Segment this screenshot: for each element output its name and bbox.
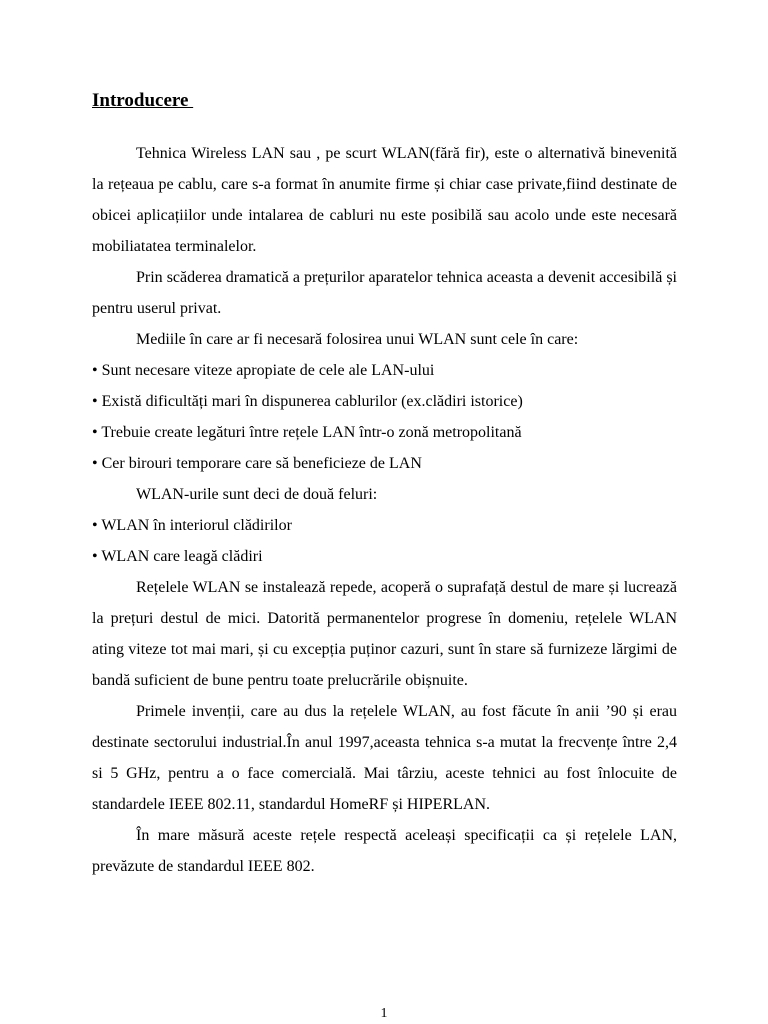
list-item: • WLAN care leagă clădiri [92, 548, 263, 565]
list-item: • WLAN în interiorul clădirilor [92, 517, 292, 534]
list-item: • Trebuie create legături între rețele LAN într-o zonă metropolitană [92, 424, 522, 441]
paragraph-standards: În mare măsură aceste rețele respectă aceleași specificații ca și rețelele LAN, prevăzute de standardul IEEE 802. [92, 827, 677, 875]
list-item: • Cer birouri temporare care să beneficieze de LAN [92, 455, 422, 472]
paragraph-types: WLAN-urile sunt deci de două feluri: [136, 486, 378, 503]
paragraph-intro: Tehnica Wireless LAN sau , pe scurt WLAN(fără fir), este o alternativă binevenită la rețeaua pe cablu, care s-a format în anumite firme și chiar case private,fiind destinate de obicei aplicațiilor unde intalarea de cabluri nu este posibilă sau acolo unde este necesară mobiliatatea terminalelor. [92, 145, 677, 255]
paragraph-installation: Rețelele WLAN se instalează repede, acoperă o suprafață destul de mare și lucrează la prețuri destul de mici. Datorită permanentelor progrese în domeniu, rețelele WLAN ating viteze tot mai mari, și cu excepția puținor cazuri, sunt în stare să furnizeze lărgimi de bandă suficient de bune pentru toate prelucrările obișnuite. [92, 579, 677, 689]
paragraph-environments: Mediile în care ar fi necesară folosirea unui WLAN sunt cele în care: [136, 331, 579, 348]
section-heading: Introducere [92, 90, 194, 111]
paragraph-history: Primele invenții, care au dus la rețelele WLAN, au fost făcute în anii ’90 și erau destinate sectorului industrial.În anul 1997,aceasta tehnica s-a mutat la frecvențe între 2,4 si 5 GHz, pentru a o face comercială. Mai târziu, aceste tehnici au fost înlocuite de standardele IEEE 802.11, standardul HomeRF și HIPERLAN. [92, 703, 677, 813]
list-item: • Există dificultăți mari în dispunerea cablurilor (ex.clădiri istorice) [92, 393, 523, 410]
paragraph-prices: Prin scăderea dramatică a prețurilor aparatelor tehnica aceasta a devenit accesibilă și pentru userul privat. [92, 269, 677, 317]
page-number: 1 [380, 1006, 388, 1021]
list-item: • Sunt necesare viteze apropiate de cele ale LAN-ului [92, 362, 435, 379]
body-text [92, 138, 677, 882]
